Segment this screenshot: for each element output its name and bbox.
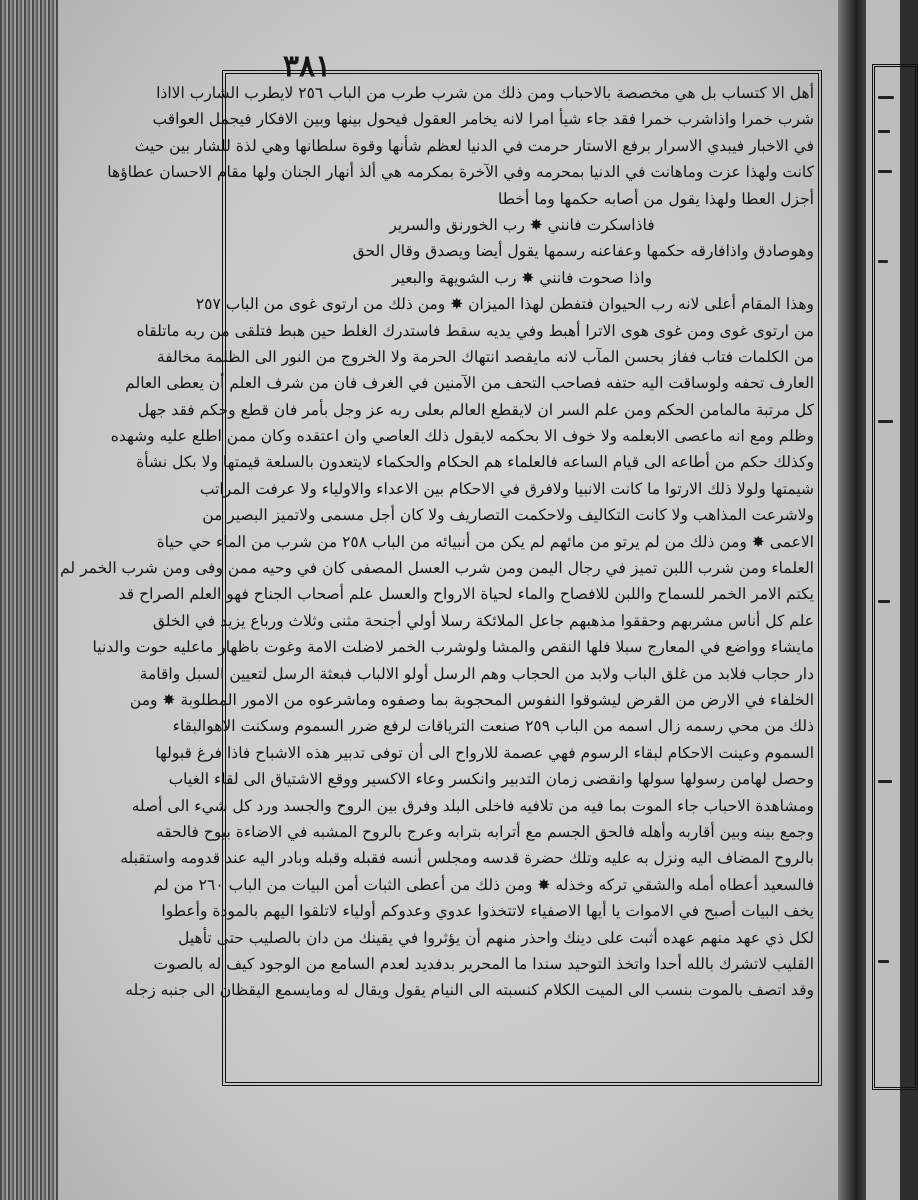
text-line: بالروح المضاف اليه ونزل به عليه وتلك حضرة قدسه ومجلس أنسه فقبله وقبله وبادر اليه عند قدومه واستقبله xyxy=(120,849,814,868)
text-line: وهذا المقام أعلى لانه رب الحيوان فتفطن لهذا الميزان ✸ ومن ذلك من ارتوى غوى من الباب ٢٥٧ xyxy=(195,295,814,314)
text-line: دار حجاب فلابد من غلق الباب ولابد من الحجاب وهم الرسل أولو الالباب فبعثة الرسل لتعيين السبل واقامة xyxy=(139,664,814,683)
text-line: علم كل أناس مشربهم وحققوا مذهبهم جاعل الملائكة رسلا أولي أجنحة مثنى وثلاث ورباع يزيد في الخلق xyxy=(152,611,814,630)
text-line: من ارتوى غوى ومن غوى هوى الاترا أهبط وفي يديه سقط فاستدرك الغلط حين هبط فتلقى من ربه ماتلقاه xyxy=(136,321,814,340)
text-line: لكل ذي عهد منهم عهده أثبت على دينك واحذر منهم أن يؤثروا في يقينك من دان بالصليب حتى تأهيل xyxy=(178,928,814,947)
text-line: كانت ولهذا عزت وماهانت في الدنيا بمحرمه وفي الآخرة بمكرمه هي ألذ أنهار الجنان ولها مقام الاحسان عطاؤها xyxy=(107,163,814,182)
text-line: في الاخبار فيبدي الاسرار برفع الاستار حرمت في الدنيا لعظم شأنها وقوة سلطانها وهي لذة للشار بين حيث xyxy=(134,136,814,155)
text-line: ومشاهدة الاحباب جاء الموت بما فيه من تلافيه فاخلى البلد وفرق بين الروح والجسد ورد كل شيء الى أصله xyxy=(131,796,814,815)
text-line: مايشاء وواضع في المعارج سبلا فلها النقص والمشا ولوشرب الخمر لاضلت الامة وغوت باظهار ماعليه حوت والدنيا xyxy=(92,638,814,657)
text-line: الاعمى ✸ ومن ذلك من لم يرتو من مائهم لم يكن من أنبيائه من الباب ٢٥٨ من شرب من الماء حي حياة xyxy=(156,532,814,551)
text-line: يخف البيات أصبح في الاموات يا أيها الاصفياء لاتتخذوا عدوي وعدوكم أولياء لاتلقوا اليهم بالمودة وأعطوا xyxy=(161,902,814,921)
facing-page-text xyxy=(878,96,894,99)
text-line: من الكلمات فتاب ففاز بحسن المآب لانه مايقصد انتهاك الحرمة ولا الخروج من النور الى الظلمة مخالفة xyxy=(156,347,814,366)
text-line: وحصل لهامن رسولها سولها وانقضى زمان التدبير وانكسر وعاء الاكسير ووقع الاشتياق الى لقاء الغياب xyxy=(168,770,814,789)
text-line: الخلفاء في الارض من القرض ليشوقوا النفوس المحجوبة بما وصفوه وماشرعوه من الامور المطلوبة ✸ ومن xyxy=(129,690,814,709)
text-line: فالسعيد أعطاه أمله والشقي تركه وخذله ✸ ومن ذلك من أعطى الثبات أمن البيات من الباب ٢٦٠ من لم xyxy=(153,875,814,894)
facing-page-text xyxy=(878,600,890,603)
facing-page-frame xyxy=(872,64,918,1090)
text-line: وهوصادق واذافارقه حكمها وعفاعنه رسمها يقول أيضا ويصدق وقال الحق xyxy=(352,242,814,261)
text-line: العارف تحفه ولوساقت اليه حتفه فصاحب التحف من الآمنين في الغرف فان من شرف العلم أن يعطى العالم xyxy=(125,374,814,393)
page-number: ٣٨١ xyxy=(282,49,332,84)
book-gutter xyxy=(838,0,868,1200)
facing-page-text xyxy=(878,260,888,263)
facing-page-text xyxy=(878,780,892,783)
text-line: شيمتها ولولا ذلك الارتوا ما كانت الانبيا ولافرق في الاحكام بين الاعداء والاولياء ولا عرفت المراتب xyxy=(199,479,814,498)
text-line: ولاشرعت المذاهب ولا كانت التكاليف ولاحكمت التصاريف ولا كان أجل مسمى ولاتميز البصير من xyxy=(202,506,814,525)
book-page-edges xyxy=(0,0,62,1200)
text-line: وجمع بينه وبين أقاربه وأهله فالحق الجسم مع أترابه بترابه وعرج بالروح المشبه في الاضاءة بيوح فالحقه xyxy=(155,822,814,841)
text-line: السموم وعينت الاحكام لبقاء الرسوم فهي عصمة للارواح الى أن توفى تدبير هذه الاشباح فاذا فرغ قبولها xyxy=(155,743,814,762)
text-line: وقد اتصف بالموت بنسب الى الميت الكلام كنسبته الى النيام يقول ويقال له ومايسمع اليقظان الى جنبه زجله xyxy=(125,981,814,1000)
text-line: ذلك من محي رسمه زال اسمه من الباب ٢٥٩ صنعت الترياقات لرفع ضرر السموم وسكنت الاهوالبقاء xyxy=(172,717,814,736)
facing-page-text xyxy=(878,170,892,173)
text-line: وظلم ومع انه ماعصى الابعلمه ولا خوف الا بحكمه لايقول ذلك العاصي وان اعتقده وكان ممن اطلع عليه وشهده xyxy=(110,427,814,446)
text-line: أجزل العطا ولهذا يقول من أصابه حكمها وما أخطا xyxy=(497,189,814,208)
facing-page-text xyxy=(878,420,893,423)
text-line: العلماء ومن شرب اللبن تميز في رجال اليمن ومن شرب العسل المصفى كان في وحيه ممن وفى ومن شرب الخمر لم xyxy=(60,559,814,578)
text-line: وكذلك حكم من أطاعه الى قيام الساعه فالعلماء هم الحكام والحكماء لايتعدون بالسلعة قيمتها ولا بكل نشأة xyxy=(136,453,814,472)
text-line: أهل الا كتساب بل هي مخصصة بالاحباب ومن ذلك من شرب طرب من الباب ٢٥٦ لايطرب الشارب الااذا xyxy=(156,84,814,102)
text-line: كل مرتبة مالمامن الحكم ومن علم السر ان لايقطع العالم بعلى ربه عز وجل بأمر فان قطع وحكم فقد جهل xyxy=(137,400,814,419)
facing-page-text xyxy=(878,960,889,963)
verse-line: واذا صحوت فانني ✸ رب الشويهة والبعير xyxy=(392,268,652,287)
text-line: القليب لاتشرك بالله أحدا واتخذ التوحيد سندا ما المحرير بدفديد لعدم السامع من الوجود كيف له بالصوت xyxy=(153,954,814,973)
main-text-block xyxy=(60,80,814,1004)
text-line: يكتم الامر الخمر للسماح واللبن للافصاح والماء لحياة الارواح والعسل علم أصحاب الجناح فهو العلم الصراح قد xyxy=(118,585,814,604)
text-line: شرب خمرا واذاشرب خمرا فقد جاء شيأ امرا لانه يخامر العقول فيحول بينها وبين الافكار فيجمل العواقب xyxy=(152,110,814,129)
verse-line: فاذاسكرت فانني ✸ رب الخورنق والسرير xyxy=(389,215,655,234)
facing-page-text xyxy=(878,130,890,133)
